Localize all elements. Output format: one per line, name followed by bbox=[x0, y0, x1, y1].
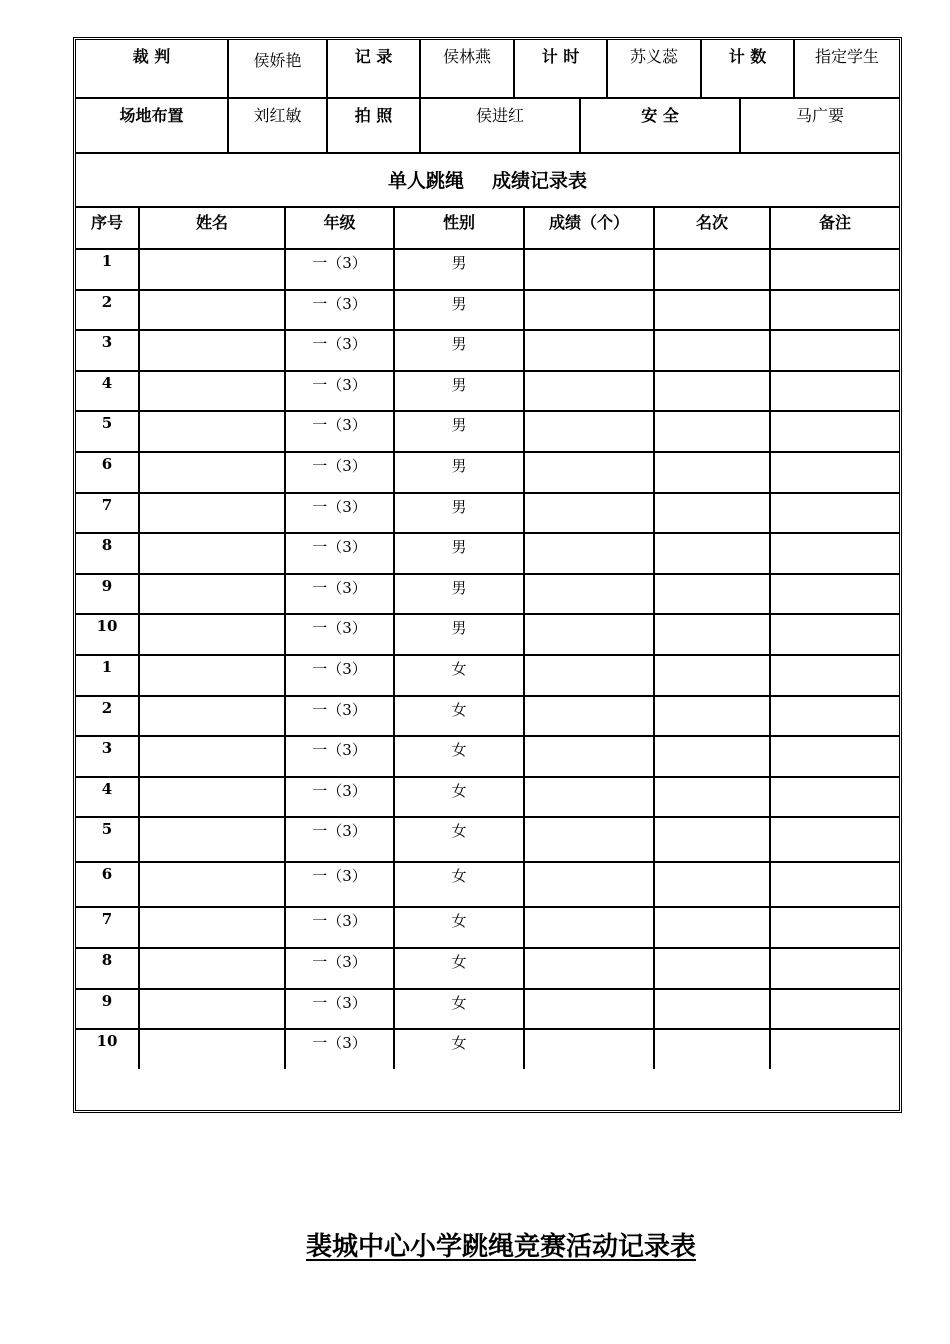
cell-no: 9 bbox=[76, 990, 140, 1029]
cell-gender: 男 bbox=[395, 250, 525, 289]
cell-name bbox=[140, 372, 286, 411]
cell-gender: 女 bbox=[395, 697, 525, 736]
cell-score bbox=[525, 534, 655, 573]
table-row bbox=[76, 697, 899, 736]
col-header-gender: 性别 bbox=[395, 208, 525, 248]
cell-rank bbox=[655, 737, 771, 776]
staff-row-1 bbox=[76, 40, 899, 97]
cell-rank bbox=[655, 656, 771, 695]
table-row bbox=[76, 534, 899, 573]
cell-grade: 一（3） bbox=[286, 453, 395, 492]
cell-name bbox=[140, 291, 286, 330]
cell-name bbox=[140, 818, 286, 861]
cell-score bbox=[525, 949, 655, 988]
cell-gender: 男 bbox=[395, 615, 525, 654]
col-header-name: 姓名 bbox=[140, 208, 286, 248]
col-header-no: 序号 bbox=[76, 208, 140, 248]
cell-gender: 女 bbox=[395, 863, 525, 906]
cell-grade: 一（3） bbox=[286, 372, 395, 411]
col-header-grade: 年级 bbox=[286, 208, 395, 248]
cell-no: 10 bbox=[76, 1030, 140, 1069]
cell-name bbox=[140, 1030, 286, 1069]
cell-note bbox=[771, 291, 899, 330]
cell-name bbox=[140, 908, 286, 947]
table-row bbox=[76, 494, 899, 533]
cell-note bbox=[771, 412, 899, 451]
cell-gender: 男 bbox=[395, 372, 525, 411]
cell-grade: 一（3） bbox=[286, 697, 395, 736]
cell-no: 4 bbox=[76, 372, 140, 411]
cell-score bbox=[525, 291, 655, 330]
table-row bbox=[76, 949, 899, 988]
staff-value-timer: 苏义蕊 bbox=[608, 40, 702, 97]
cell-no: 6 bbox=[76, 863, 140, 906]
cell-score bbox=[525, 990, 655, 1029]
cell-grade: 一（3） bbox=[286, 250, 395, 289]
cell-rank bbox=[655, 453, 771, 492]
cell-name bbox=[140, 615, 286, 654]
cell-note bbox=[771, 534, 899, 573]
staff-label-counter: 计 数 bbox=[702, 40, 795, 97]
cell-name bbox=[140, 737, 286, 776]
cell-score bbox=[525, 615, 655, 654]
cell-grade: 一（3） bbox=[286, 949, 395, 988]
cell-rank bbox=[655, 908, 771, 947]
cell-grade: 一（3） bbox=[286, 412, 395, 451]
cell-score bbox=[525, 250, 655, 289]
cell-grade: 一（3） bbox=[286, 331, 395, 370]
cell-score bbox=[525, 778, 655, 817]
cell-rank bbox=[655, 863, 771, 906]
staff-label-recorder: 记 录 bbox=[328, 40, 421, 97]
cell-grade: 一（3） bbox=[286, 615, 395, 654]
cell-gender: 女 bbox=[395, 737, 525, 776]
cell-gender: 女 bbox=[395, 908, 525, 947]
divider bbox=[76, 152, 899, 154]
staff-value-safety: 马广要 bbox=[795, 106, 844, 125]
cell-gender: 男 bbox=[395, 494, 525, 533]
cell-score bbox=[525, 818, 655, 861]
cell-rank bbox=[655, 990, 771, 1029]
cell-gender: 男 bbox=[395, 575, 525, 614]
cell-grade: 一（3） bbox=[286, 291, 395, 330]
cell-score bbox=[525, 494, 655, 533]
col-header-rank: 名次 bbox=[655, 208, 771, 248]
column-header-row bbox=[76, 208, 899, 248]
cell-score bbox=[525, 372, 655, 411]
cell-gender: 女 bbox=[395, 949, 525, 988]
table-row bbox=[76, 291, 899, 330]
cell-grade: 一（3） bbox=[286, 534, 395, 573]
cell-note bbox=[771, 372, 899, 411]
cell-note bbox=[771, 737, 899, 776]
cell-rank bbox=[655, 412, 771, 451]
cell-score bbox=[525, 331, 655, 370]
cell-note bbox=[771, 494, 899, 533]
cell-gender: 女 bbox=[395, 778, 525, 817]
cell-rank bbox=[655, 534, 771, 573]
cell-name bbox=[140, 412, 286, 451]
cell-note bbox=[771, 1030, 899, 1069]
cell-name bbox=[140, 778, 286, 817]
cell-rank bbox=[655, 291, 771, 330]
cell-note bbox=[771, 778, 899, 817]
cell-score bbox=[525, 575, 655, 614]
cell-no: 5 bbox=[76, 818, 140, 861]
staff-label-photo: 拍 照 bbox=[328, 99, 421, 152]
table-row bbox=[76, 818, 899, 861]
staff-label-judge: 裁 判 bbox=[76, 40, 229, 97]
cell-gender: 女 bbox=[395, 1030, 525, 1069]
cell-grade: 一（3） bbox=[286, 656, 395, 695]
cell-score bbox=[525, 697, 655, 736]
cell-no: 10 bbox=[76, 615, 140, 654]
cell-name bbox=[140, 949, 286, 988]
cell-rank bbox=[655, 1030, 771, 1069]
cell-rank bbox=[655, 949, 771, 988]
cell-no: 5 bbox=[76, 412, 140, 451]
cell-no: 8 bbox=[76, 534, 140, 573]
cell-score bbox=[525, 737, 655, 776]
cell-rank bbox=[655, 494, 771, 533]
cell-gender: 男 bbox=[395, 412, 525, 451]
cell-note bbox=[771, 615, 899, 654]
cell-grade: 一（3） bbox=[286, 494, 395, 533]
staff-row-2 bbox=[76, 99, 899, 152]
cell-no: 7 bbox=[76, 494, 140, 533]
cell-gender: 女 bbox=[395, 990, 525, 1029]
cell-grade: 一（3） bbox=[286, 863, 395, 906]
cell-gender: 女 bbox=[395, 656, 525, 695]
cell-score bbox=[525, 863, 655, 906]
cell-gender: 女 bbox=[395, 818, 525, 861]
cell-no: 1 bbox=[76, 250, 140, 289]
staff-label-timer: 计 时 bbox=[515, 40, 608, 97]
cell-grade: 一（3） bbox=[286, 908, 395, 947]
table-row bbox=[76, 1030, 899, 1069]
staff-value-recorder: 侯林燕 bbox=[421, 40, 515, 97]
cell-rank bbox=[655, 818, 771, 861]
col-header-note: 备注 bbox=[818, 213, 851, 232]
cell-grade: 一（3） bbox=[286, 1030, 395, 1069]
table-row bbox=[76, 737, 899, 776]
table-title bbox=[76, 166, 899, 193]
cell-no: 3 bbox=[76, 331, 140, 370]
cell-name bbox=[140, 697, 286, 736]
cell-note bbox=[771, 331, 899, 370]
table-row bbox=[76, 863, 899, 906]
table-row bbox=[76, 331, 899, 370]
cell-name bbox=[140, 534, 286, 573]
staff-value-venue: 刘红敏 bbox=[229, 99, 328, 152]
cell-name bbox=[140, 656, 286, 695]
cell-name bbox=[140, 331, 286, 370]
cell-rank bbox=[655, 697, 771, 736]
cell-note bbox=[771, 697, 899, 736]
cell-no: 9 bbox=[76, 575, 140, 614]
cell-grade: 一（3） bbox=[286, 778, 395, 817]
cell-rank bbox=[655, 778, 771, 817]
cell-name bbox=[140, 575, 286, 614]
staff-value-judge: 侯娇艳 bbox=[229, 40, 328, 97]
cell-no: 3 bbox=[76, 737, 140, 776]
cell-note bbox=[771, 453, 899, 492]
cell-no: 2 bbox=[76, 291, 140, 330]
cell-no: 7 bbox=[76, 908, 140, 947]
col-header-score: 成绩（个） bbox=[525, 208, 655, 248]
cell-rank bbox=[655, 372, 771, 411]
cell-note bbox=[771, 250, 899, 289]
sheet-name: 成绩记录表 bbox=[492, 170, 588, 192]
cell-gender: 男 bbox=[395, 453, 525, 492]
cell-note bbox=[771, 818, 899, 861]
cell-name bbox=[140, 494, 286, 533]
cell-grade: 一（3） bbox=[286, 575, 395, 614]
cell-note bbox=[771, 949, 899, 988]
record-sheet-frame bbox=[73, 37, 902, 1113]
event-name: 单人跳绳 bbox=[387, 170, 464, 192]
table-row bbox=[76, 412, 899, 451]
cell-grade: 一（3） bbox=[286, 990, 395, 1029]
cell-grade: 一（3） bbox=[286, 818, 395, 861]
table-row bbox=[76, 778, 899, 817]
cell-no: 6 bbox=[76, 453, 140, 492]
cell-no: 2 bbox=[76, 697, 140, 736]
cell-score bbox=[525, 412, 655, 451]
cell-note bbox=[771, 863, 899, 906]
cell-name bbox=[140, 990, 286, 1029]
table-row bbox=[76, 656, 899, 695]
cell-score bbox=[525, 656, 655, 695]
cell-note bbox=[771, 990, 899, 1029]
table-row bbox=[76, 250, 899, 289]
staff-label-venue: 场地布置 bbox=[76, 99, 229, 152]
staff-value-photo: 侯进红 bbox=[421, 99, 581, 152]
cell-no: 4 bbox=[76, 778, 140, 817]
staff-value-counter: 指定学生 bbox=[814, 47, 879, 66]
cell-grade: 一（3） bbox=[286, 737, 395, 776]
cell-rank bbox=[655, 331, 771, 370]
cell-rank bbox=[655, 250, 771, 289]
cell-note bbox=[771, 908, 899, 947]
cell-score bbox=[525, 1030, 655, 1069]
cell-no: 1 bbox=[76, 656, 140, 695]
table-row bbox=[76, 990, 899, 1029]
table-row bbox=[76, 453, 899, 492]
table-row bbox=[76, 575, 899, 614]
cell-no: 8 bbox=[76, 949, 140, 988]
table-row bbox=[76, 615, 899, 654]
cell-note bbox=[771, 656, 899, 695]
cell-rank bbox=[655, 575, 771, 614]
cell-score bbox=[525, 908, 655, 947]
cell-score bbox=[525, 453, 655, 492]
cell-name bbox=[140, 453, 286, 492]
table-row bbox=[76, 372, 899, 411]
table-row bbox=[76, 908, 899, 947]
footer-title: 裴城中心小学跳绳竞赛活动记录表 bbox=[305, 1232, 696, 1262]
cell-gender: 男 bbox=[395, 291, 525, 330]
cell-gender: 男 bbox=[395, 331, 525, 370]
cell-rank bbox=[655, 615, 771, 654]
cell-name bbox=[140, 863, 286, 906]
cell-name bbox=[140, 250, 286, 289]
cell-gender: 男 bbox=[395, 534, 525, 573]
cell-note bbox=[771, 575, 899, 614]
staff-label-safety: 安 全 bbox=[581, 99, 741, 152]
